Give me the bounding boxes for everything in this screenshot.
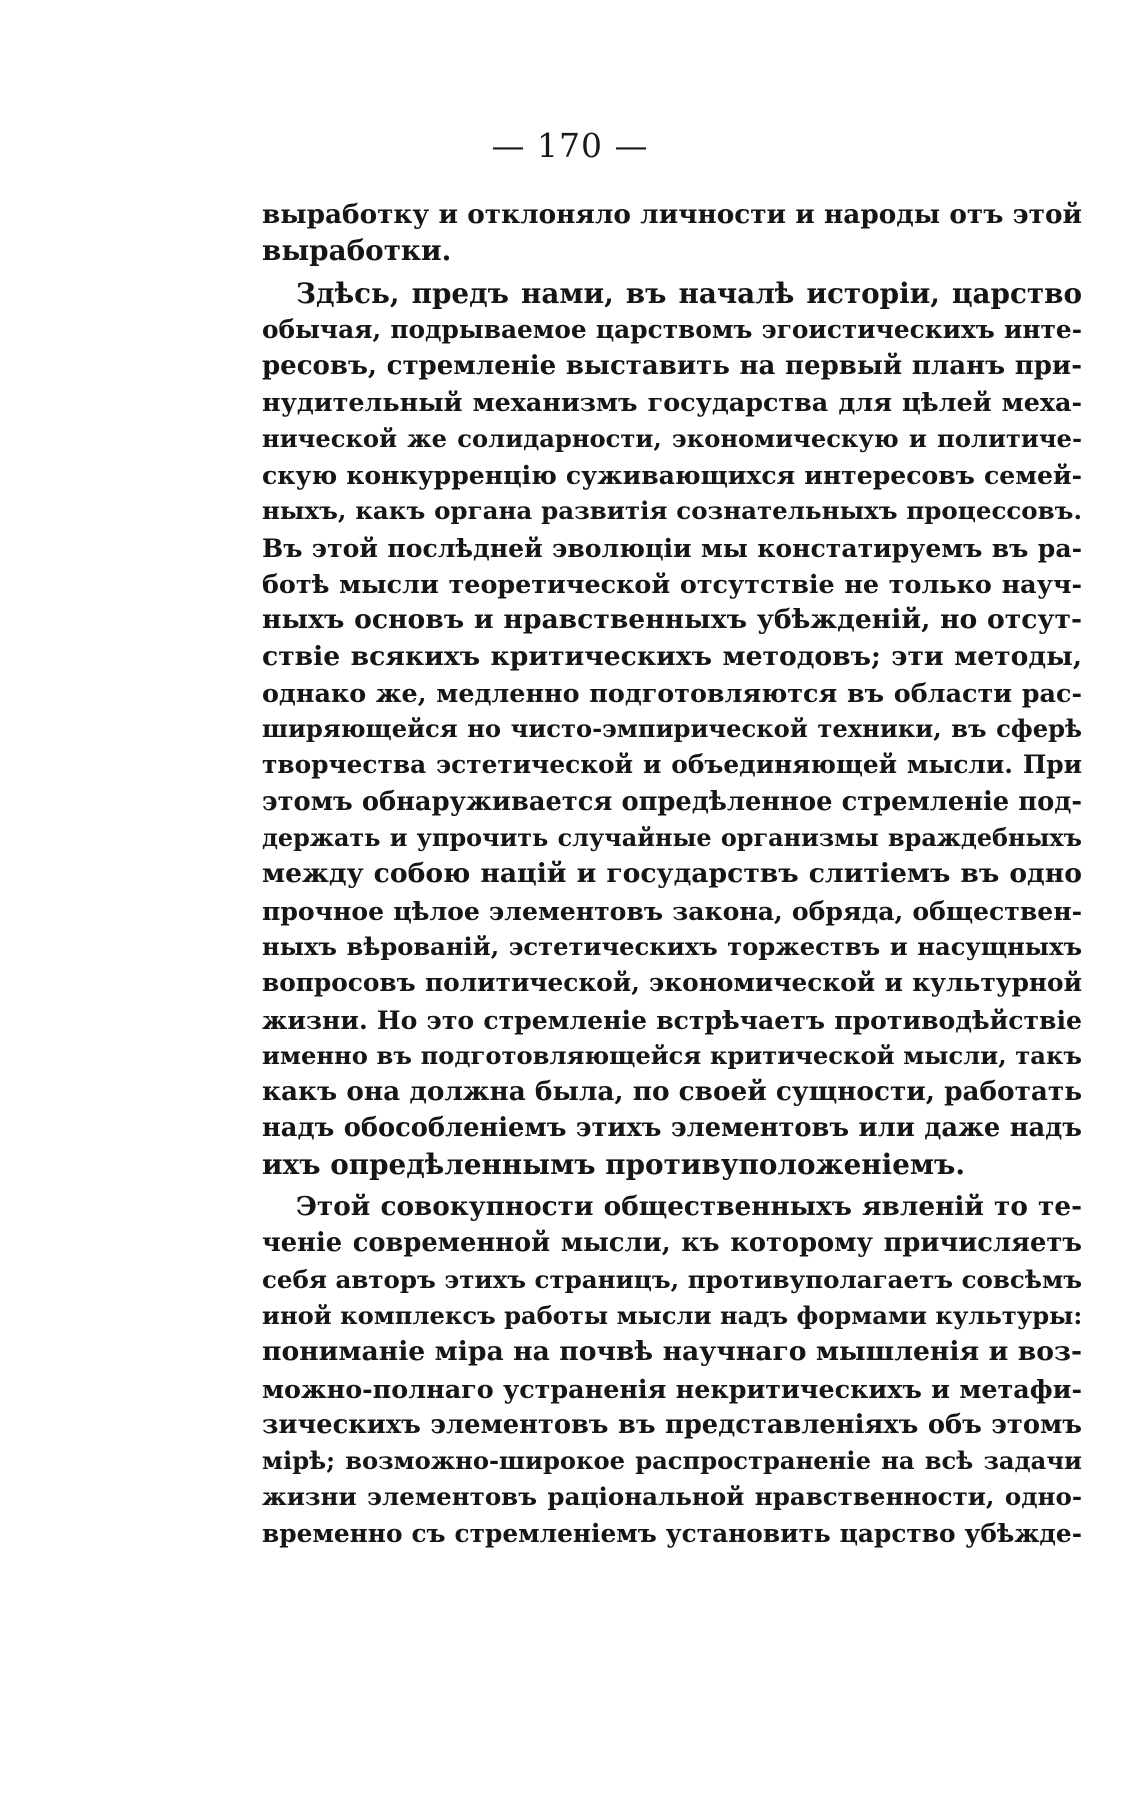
text-line: жизни. Но это стремленіе встрѣчаетъ противодѣйствіе: [262, 1004, 1082, 1035]
text-line: Здѣсь, предъ нами, въ началѣ исторіи, царство: [296, 276, 1082, 310]
text-line: ныхъ, какъ органа развитія сознательныхъ процессовъ.: [262, 496, 1082, 526]
text-line: именно въ подготовляющейся критической мысли, такъ: [262, 1040, 1082, 1070]
text-line: ствіе всякихъ критическихъ методовъ; эти методы,: [262, 640, 1082, 672]
text-line: скую конкурренцію суживающихся интересовъ семей-: [262, 460, 1082, 491]
text-line: однако же, медленно подготовляются въ области рас-: [262, 677, 1082, 708]
text-line: Этой совокупности общественныхъ явленій то те-: [296, 1191, 1082, 1223]
text-line: ихъ опредѣленнымъ противуположеніемъ.: [262, 1147, 966, 1181]
text-line: нической же солидарности, экономическую и политиче-: [262, 423, 1082, 453]
text-line: ныхъ основъ и нравственныхъ убѣжденій, но отсут-: [262, 604, 1082, 636]
text-line: пониманіе міра на почвѣ научнаго мышленія и воз-: [262, 1336, 1082, 1368]
text-line: ресовъ, стремленіе выставить на первый планъ при-: [262, 351, 1082, 382]
text-line: зическихъ элементовъ въ представленіяхъ объ этомъ: [262, 1409, 1082, 1440]
paragraph: [262, 1189, 1082, 1552]
page-number: — 170 —: [491, 126, 649, 165]
text-line: себя авторъ этихъ страницъ, противуполагаетъ совсѣмъ: [262, 1264, 1083, 1294]
text-line: этомъ обнаруживается опредѣленное стремленіе под-: [262, 786, 1082, 817]
text-line: ширяющейся но чисто-эмпирической техники, въ сферѣ: [262, 714, 1082, 744]
text-line: вопросовъ политической, экономической и культурной: [262, 968, 1082, 998]
text-line: жизни элементовъ раціональной нравственности, одно-: [262, 1482, 1082, 1512]
text-line: творчества эстетической и объединяющей мысли. При: [262, 750, 1082, 780]
text-line: между собою націй и государствъ слитіемъ въ одно: [262, 858, 1082, 890]
text-line: ченіе современной мысли, къ которому причисляетъ: [262, 1228, 1082, 1259]
text-line: обычая, подрываемое царствомъ эгоистическихъ инте-: [262, 314, 1082, 344]
text-line: выработку и отклоняло личности и народы отъ этой: [262, 199, 1082, 230]
text-line: надъ обособленіемъ этихъ элементовъ или даже надъ: [262, 1113, 1082, 1144]
text-line: держать и упрочить случайные организмы враждебныхъ: [262, 824, 1082, 853]
text-line: выработки.: [262, 234, 452, 268]
text-line: Въ этой послѣдней эволюціи мы констатируемъ въ ра-: [262, 532, 1082, 563]
body-text: [262, 197, 1082, 1552]
paragraph: [262, 276, 1082, 1183]
text-line: ботѣ мысли теоретической отсутствіе не только науч-: [262, 568, 1082, 599]
text-line: какъ она должна была, по своей сущности, работать: [262, 1076, 1083, 1108]
text-line: прочное цѣлое элементовъ закона, обряда, обществен-: [262, 895, 1082, 926]
text-line: можно-полнаго устраненія некритическихъ и метафи-: [262, 1373, 1082, 1404]
text-line: нудительный механизмъ государства для цѣлей меха-: [262, 387, 1082, 418]
text-line: ныхъ вѣрованій, эстетическихъ торжествъ и насущныхъ: [262, 931, 1082, 961]
paragraph: [262, 197, 1082, 270]
text-line: мірѣ; возможно-широкое распространеніе на всѣ задачи: [262, 1446, 1082, 1476]
text-line: временно съ стремленіемъ установить царство убѣжде-: [262, 1518, 1082, 1548]
text-line: иной комплексъ работы мысли надъ формами культуры:: [262, 1300, 1083, 1330]
